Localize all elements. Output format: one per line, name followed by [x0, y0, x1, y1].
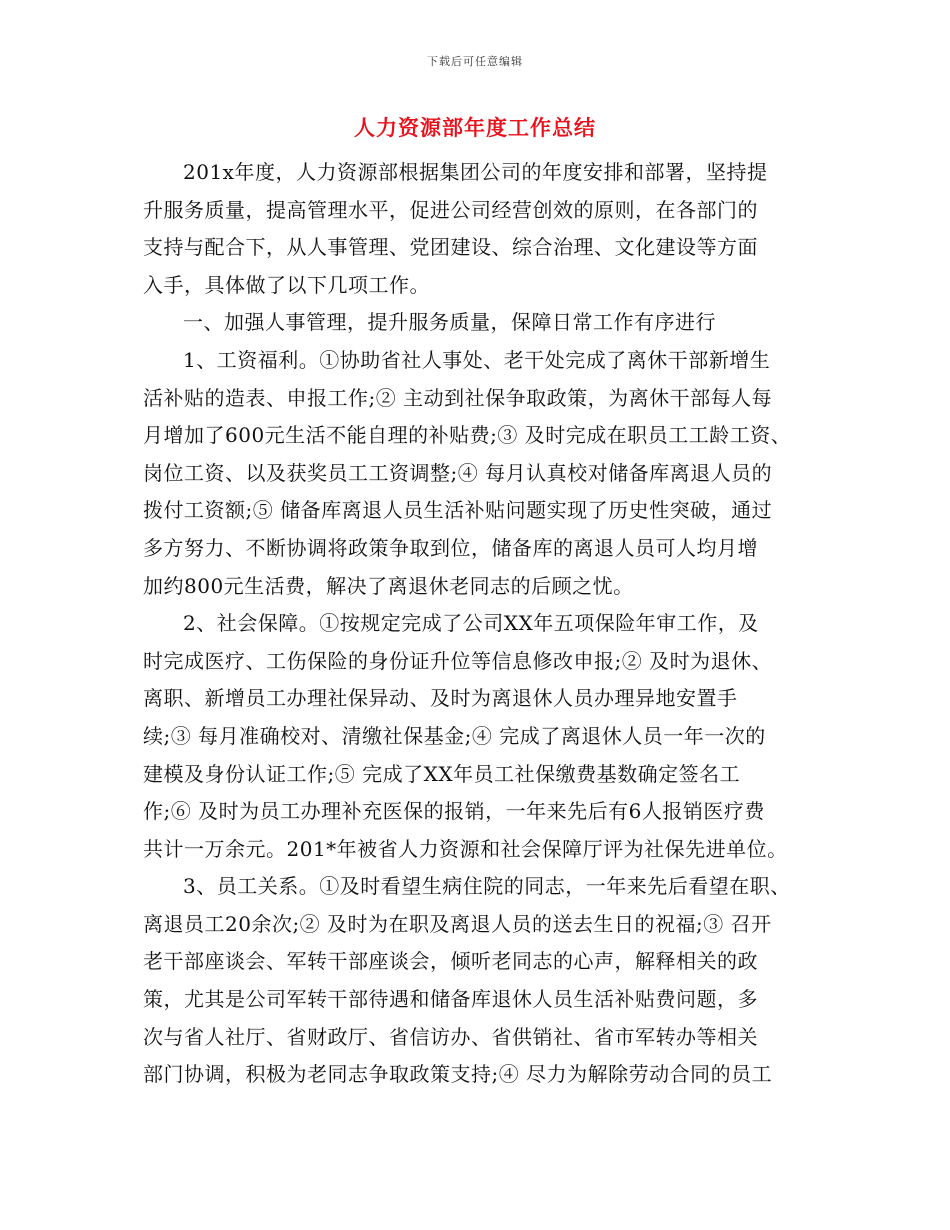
text-line: 2、社会保障。①按规定完成了公司XX年五项保险年审工作，及 — [183, 611, 759, 636]
text-line: 离退员工20余次;② 及时为在职及离退人员的送去生日的祝福;③ 召开 — [143, 911, 772, 936]
text-line: 月增加了600元生活不能自理的补贴费;③ 及时完成在职员工工龄工资、 — [143, 423, 792, 448]
document-body — [143, 154, 827, 1094]
text-line: 3、员工关系。①及时看望生病住院的同志，一年来先后看望在职、 — [183, 874, 791, 899]
text-line: 加约800元生活费，解决了离退休老同志的后顾之忧。 — [143, 573, 634, 598]
section-heading-1 — [143, 304, 827, 342]
text-line: 续;③ 每月准确校对、清缴社保基金;④ 完成了离退休人员一年一次的 — [143, 723, 766, 748]
header-note: 下载后可任意编辑 — [427, 55, 523, 68]
text-line: 离职、新增员工办理社保异动、及时为离退休人员办理异地安置手 — [143, 686, 738, 711]
text-line: 201x年度，人力资源部根据集团公司的年度安排和部署，坚持提 — [183, 160, 768, 184]
text-line: 部门协调，积极为老同志争取政策支持;④ 尽力为解除劳动合同的员工 — [143, 1062, 773, 1087]
text-line: 作;⑥ 及时为员工办理补充医保的报销，一年来先后有6人报销医疗费 — [143, 799, 765, 824]
text-line: 共计一万余元。201*年被省人力资源和社会保障厅评为社保先进单位。 — [143, 836, 788, 861]
paragraph-salary-welfare — [143, 342, 827, 605]
text-line: 老干部座谈会、军转干部座谈会，倾听老同志的心声，解释相关的政 — [143, 949, 758, 974]
text-line: 多方努力、不断协调将政策争取到位，储备库的离退人员可人均月增 — [143, 535, 758, 560]
paragraph-social-security — [143, 605, 827, 868]
text-line: 1、工资福利。①协助省社人事处、老干处完成了离休干部新增生 — [183, 347, 771, 372]
text-line: 时完成医疗、工伤保险的身份证升位等信息修改申报;② 及时为退休、 — [143, 648, 773, 673]
text-line: 活补贴的造表、申报工作;② 主动到社保争取政策，为离休干部每人每 — [143, 385, 773, 410]
paragraph-employee-relations — [143, 868, 827, 1094]
text-line: 次与省人社厅、省财政厅、省信访办、省供销社、省市军转办等相关 — [143, 1024, 758, 1049]
text-line: 一、加强人事管理，提升服务质量，保障日常工作有序进行 — [183, 310, 716, 335]
document-title: 人力资源部年度工作总结 — [354, 115, 596, 140]
text-line: 策，尤其是公司军转干部待遇和储备库退休人员生活补贴费问题，多 — [143, 987, 758, 1012]
text-line: 升服务质量，提高管理水平，促进公司经营创效的原则，在各部门的 — [143, 197, 758, 222]
text-line: 岗位工资、以及获奖员工工资调整;④ 每月认真校对储备库离退人员的 — [143, 460, 773, 485]
text-line: 支持与配合下，从人事管理、党团建设、综合治理、文化建设等方面 — [143, 235, 758, 260]
paragraph-intro — [143, 154, 827, 304]
text-line: 拨付工资额;⑤ 储备库离退人员生活补贴问题实现了历史性突破，通过 — [143, 498, 773, 523]
text-line: 建模及身份认证工作;⑤ 完成了XX年员工社保缴费基数确定签名工 — [143, 761, 741, 786]
text-line: 入手，具体做了以下几项工作。 — [143, 272, 430, 297]
